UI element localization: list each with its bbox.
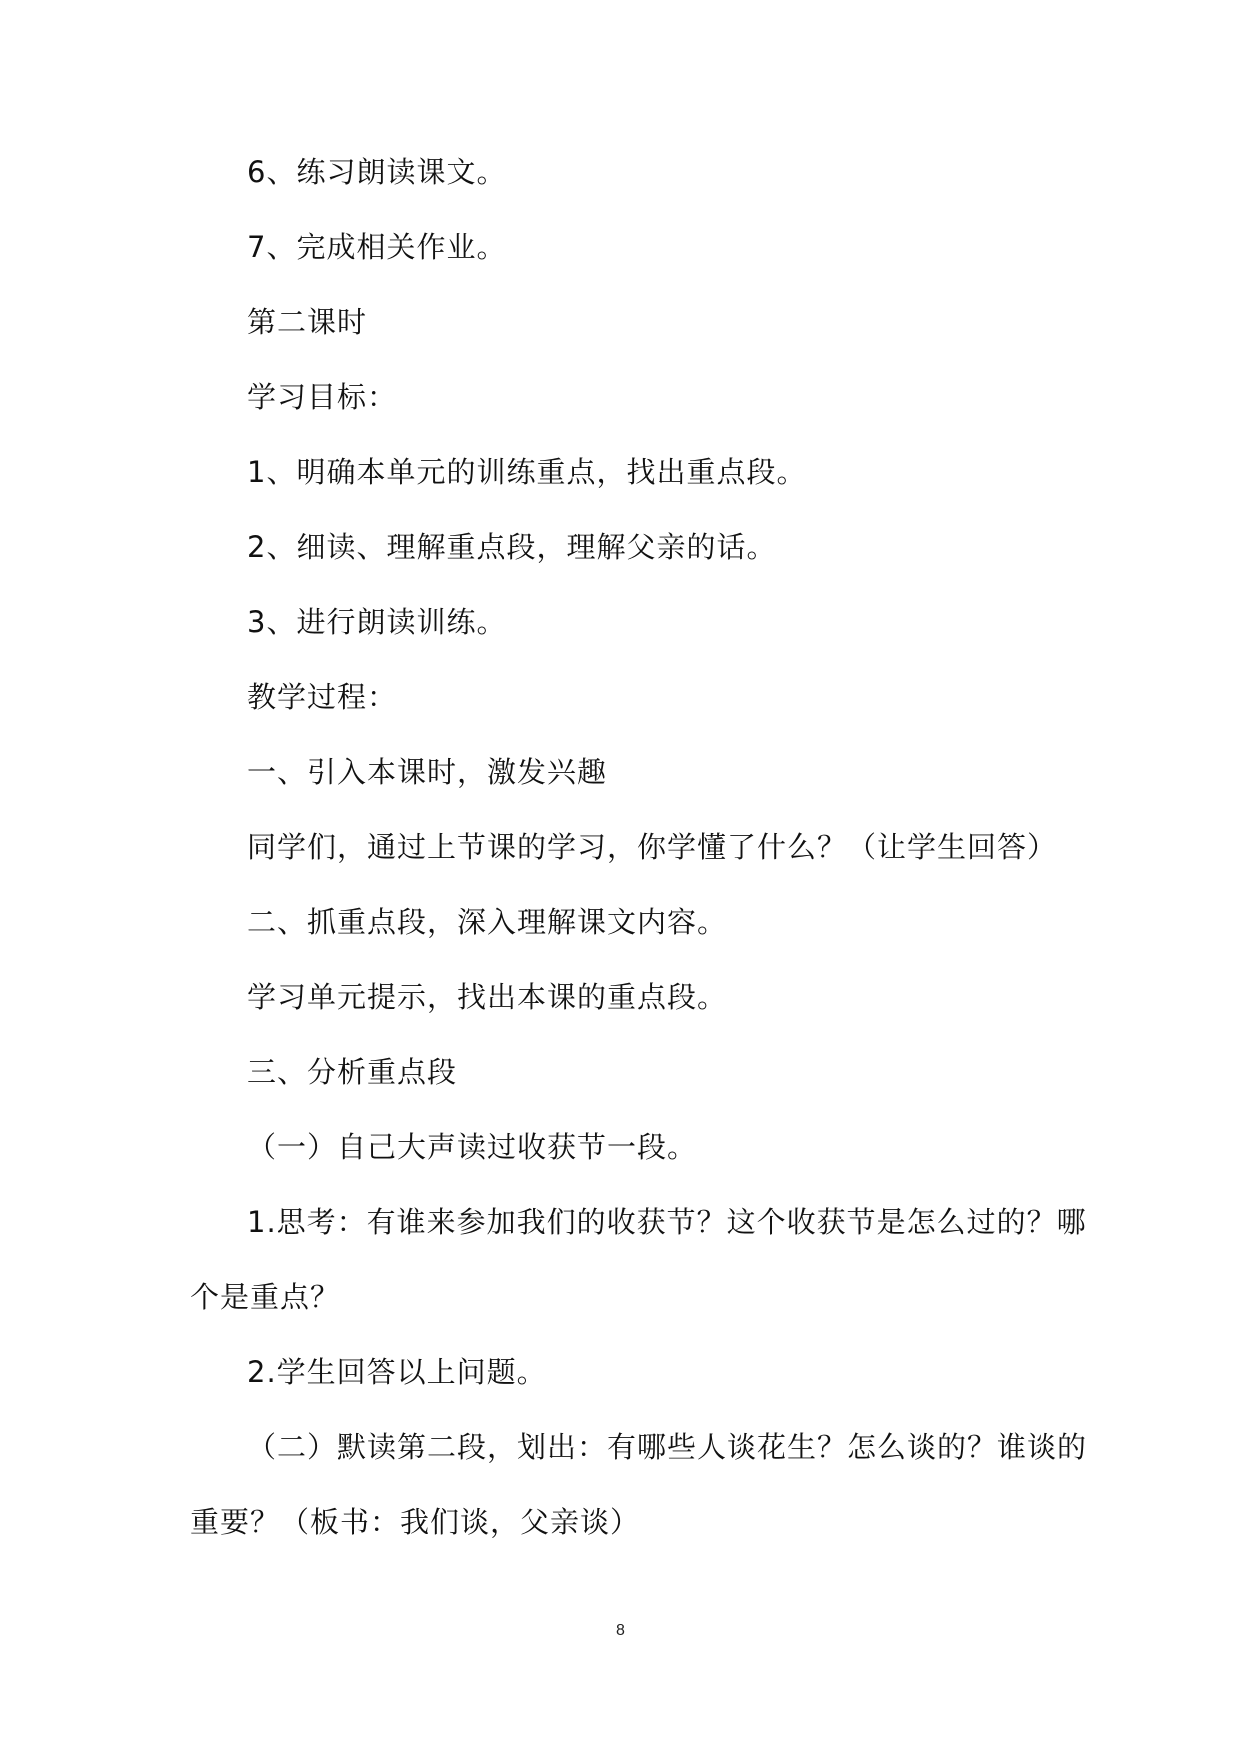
sub-step-2-line-1: （二）默读第二段，划出：有哪些人谈花生？怎么谈的？谁谈的: [247, 1430, 1088, 1464]
page-number: 8: [616, 1622, 625, 1639]
goal-item-2: 2、细读、理解重点段，理解父亲的话。: [247, 530, 777, 564]
sub-step-1: （一）自己大声读过收获节一段。: [247, 1130, 698, 1164]
text-line-step-6: 6、练习朗读课文。: [247, 155, 507, 189]
heading-learning-goals: 学习目标：: [247, 380, 398, 414]
process-step-2: 二、抓重点段，深入理解课文内容。: [247, 905, 728, 939]
sub-step-2-line-2: 重要？（板书：我们谈，父亲谈）: [190, 1505, 641, 1539]
text-line-step-7: 7、完成相关作业。: [247, 230, 507, 264]
process-step-3: 三、分析重点段: [247, 1055, 458, 1089]
heading-teaching-process: 教学过程：: [247, 680, 398, 714]
goal-item-1: 1、明确本单元的训练重点，找出重点段。: [247, 455, 807, 489]
paragraph-unit-hint: 学习单元提示，找出本课的重点段。: [247, 980, 728, 1014]
think-question-line-1: 1.思考：有谁来参加我们的收获节？这个收获节是怎么过的？哪: [247, 1205, 1087, 1239]
goal-item-3: 3、进行朗读训练。: [247, 605, 507, 639]
student-answer-line: 2.学生回答以上问题。: [247, 1355, 547, 1389]
process-step-1: 一、引入本课时，激发兴趣: [247, 755, 608, 789]
paragraph-question: 同学们，通过上节课的学习，你学懂了什么？（让学生回答）: [247, 830, 1058, 864]
think-question-line-2: 个是重点？: [190, 1280, 341, 1314]
section-heading-second-lesson: 第二课时: [247, 305, 368, 339]
